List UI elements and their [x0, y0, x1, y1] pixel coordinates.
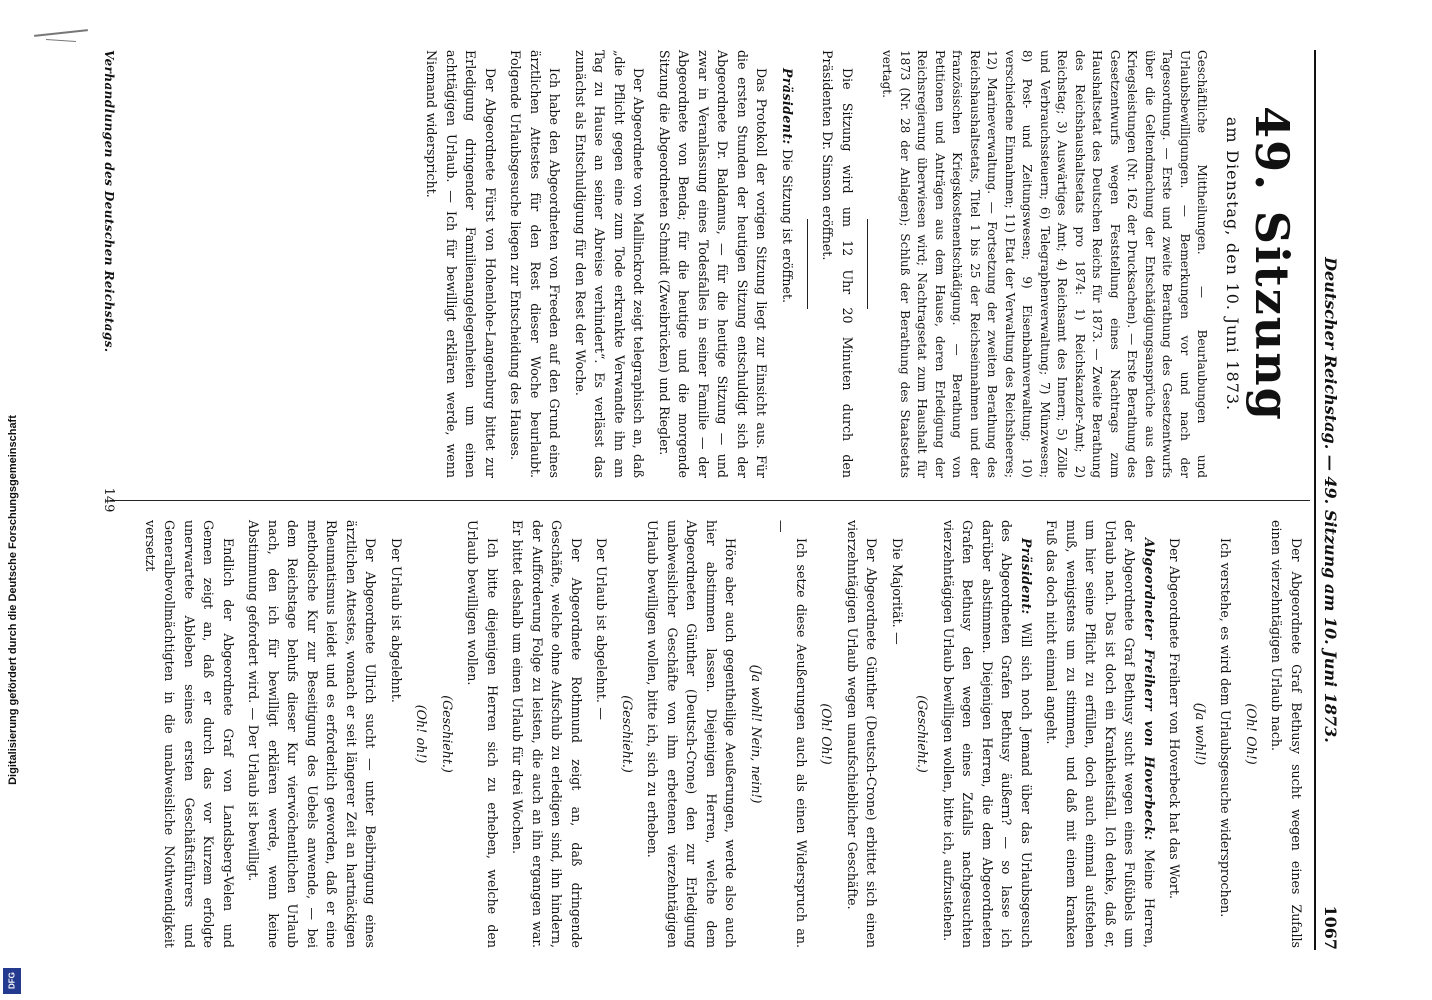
- running-header: [1314, 50, 1340, 950]
- sheet-number: 149: [101, 487, 116, 513]
- session-title: 49. Sitzung: [1245, 106, 1299, 422]
- paragraph: Ich bitte diejenigen Herren sich zu erheben, welche den Urlaub bewilligen wollen.: [465, 520, 500, 948]
- paragraph: Die Majorität. —: [890, 538, 905, 645]
- paragraph-text: Die Sitzung ist eröffnet.: [780, 149, 795, 304]
- paragraph: Der Abgeordnete Rothmund zeigt an, daß dringende Geschäfte, welche ohne Aufschub zu erledigen sind, ihn hindern, der Aufforderung Folge zu leisten, die auch an ihn ergangen war. Er bittet deshalb um einen Urlaub für drei Wochen.: [510, 520, 584, 948]
- speaker-label: Präsident:: [780, 68, 795, 145]
- section-rule: [807, 219, 808, 309]
- opening-line: Die Sitzung wird um 12 Uhr 20 Minuten durch den Präsidenten Dr. Simson eröffnet.: [820, 50, 855, 478]
- paragraph: Der Abgeordnete Fürst von Hohenlohe-Langenburg bittet zur Erledigung dringender Familienangelegenheiten um einen achttägigen Urlaub. — Ich für bewilligt erklären werde, wenn Niemand widerspricht.: [424, 50, 498, 478]
- page-number: 1067: [1321, 905, 1340, 950]
- stage-direction: (Oh! Oh!): [1244, 703, 1259, 765]
- stage-direction: (Ja wohl! Nein, nein!): [749, 664, 764, 804]
- session-date: am Dienstag, den 10. Juni 1873.: [1223, 116, 1242, 412]
- dfg-logo: DFG: [3, 968, 21, 994]
- paragraph: Der Abgeordnete von Mallinckrodt zeigt telegraphisch an, daß „die Pflicht gegen eine zum Tode erkrankte Verwandte ihn am Tag zu Hause an seiner Abreise verhindert“. Es verlässt das zunächst als Entschuldigung für den Rest der Woche.: [573, 50, 647, 478]
- speaker-label: Abgeordneter Freiherr von Hoverbeck:: [1142, 538, 1157, 841]
- paragraph: Der Urlaub ist abgelehnt.: [389, 538, 404, 703]
- paragraph: Ich verstehe, es wird dem Urlaubsgesuche widersprochen.: [1218, 538, 1234, 918]
- paragraph: Höre aber auch gegentheilige Aeußerungen, werde also auch hier abstimmen lassen. Diejenigen Herren, welche dem Abgeordneten Günther (Deutsch-Crone) den zur Erledigung unabweislicher Geschäfte von ihm erbetenen vierzehntägigen Urlaub bewilligen wollen, bitte ich, sich zu erheben.: [645, 520, 739, 948]
- paragraph: Der Urlaub ist abgelehnt. —: [594, 538, 610, 720]
- rotated-document-page: [66, 20, 1366, 980]
- column-divider: [110, 500, 1310, 501]
- agenda-summary: Geschäftliche Mittheilungen. — Beurlaubungen und Urlaubsbewilligungen. — Bemerkungen vor und nach der Tagesordnung. — Erste und zweite Berathung des Gesetzentwurfs über die Geltendmachung der Entschädigungsansprüche aus den Kriegsleistungen (Nr. 162 der Drucksachen). — Erste Berathung des Gesetzentwurfs wegen Feststellung eines Nachtrags zum Haushaltsetat des Deutschen Reichs für 1873. — Zweite Berathung des Reichshaushaltsetats pro 1874: 1) Reichskanzler-Amt; 2) Reichstag; 3) Auswärtiges Amt; 4) Reichsamt des Innern; 5) Zölle und Verbrauchssteuern; 6) Telegraphenverwaltung; 7) Münzwesen; 8) Post- und Zeitungswesen; 9) Eisenbahnverwaltung; 10) verschiedene Einnahmen; 11) Etat der Verwaltung des Reichsheeres; 12) Marineverwaltung. — Fortsetzung der zweiten Berathung des Reichshaushaltsetats, Titel 1 bis 25 der Reichseinnahmen und der französischen Kriegskostenentschädigung. — Berathung von Petitionen und Anträgen aus dem Hause, deren Erledigung der Reichsregierung überwiesen wird; Nachtragsetat zum Haushalt für 1873 (Nr. 28 der Anlagen); Schluß der Berathung des Staatsetats vertagt.: [880, 50, 1210, 478]
- section-rule: [867, 219, 868, 309]
- digitization-credit: Digitalisierung gefördert durch die Deutsche Forschungsgemeinschaft: [7, 415, 19, 785]
- left-column: [416, 50, 1306, 478]
- stage-direction: (Geschieht.): [440, 695, 455, 773]
- digitization-stamp: [0, 0, 26, 1000]
- paragraph-text: Will sich noch Jemand über das Urlaubsgesuch des Abgeordneten Grafen Bethusy äußern? — so lasse ich darüber abstimmen. Diejenigen Herren, die dem Abgeordneten Grafen Bethusy den wegen eines Zufalls nachgesuchten vierzehntägigen Urlaub bewilligen wollen, bitte ich, aufzustehen.: [941, 520, 1034, 948]
- paragraph: Endlich der Abgeordnete Graf von Landsberg-Velen und Gemen zeigt an, daß er durch das vor Kurzem erfolgte unerwartete Ableben seines ersten Geschäftsführers und Generalbevollmächtigten in die unabweisliche Nothwendigkeit versetzt: [143, 520, 236, 948]
- running-title: Deutscher Reichstag. — 49. Sitzung am 10. Juni 1873.: [1321, 257, 1340, 743]
- paragraph: [1042, 520, 1159, 948]
- paragraph: Ich setze diese Aeußerungen auch als einen Widerspruch an. —: [774, 520, 809, 948]
- paragraph: Der Abgeordnete Freiherr von Hoverbeck hat das Wort.: [1167, 538, 1183, 899]
- stage-direction: (Oh! Oh!): [819, 703, 835, 765]
- speaker-label: Präsident:: [1019, 538, 1034, 615]
- stage-direction: (Oh! oh!): [414, 704, 430, 764]
- paragraph: Der Abgeordnete Ulrich sucht — unter Beibringung eines ärztlichen Attestes, wonach er seit längerer Zeit an hartnäckigen Rheumatismus leidet und es erforderlich geworden, daß er eine methodische Kur zur Beseitigung des Uebels anwende, — bei dem Reichstage behufs dieser Kur vierwöchentlichen Urlaub nach, den ich für bewilligt erklären werde, wenn keine Abstimmung gefordert wird. — Der Urlaub ist bewilligt.: [246, 520, 379, 948]
- paragraph: Das Protokoll der vorigen Sitzung liegt zur Einsicht aus. Für die ersten Stunden der heutigen Sitzung entschuldigt sich der Abgeordnete Dr. Baldamus, — für die heutige Sitzung — und zwar in Veranlassung eines Todesfalles in seiner Familie — der Abgeordnete von Benda; für die heutige und die morgende Sitzung die Abgeordneten Schmidt (Zweibrücken) und Riegler.: [657, 50, 770, 478]
- paragraph: Der Abgeordnete Günther (Deutsch-Crone) erbittet sich einen vierzehntägigen Urlaub wegen unaufschieblicher Geschäfte.: [845, 520, 880, 948]
- paragraph-text: Meine Herren, der Abgeordnete Graf Bethusy sucht wegen eines Fußübels um Urlaub nach. Das ist doch ein Krankheitsfall. Ich denke, daß er, um hier seine Pflicht zu erfüllen, doch auch einmal aufstehen muß, wenigstens um zu stimmen, und daß mit einem kranken Fuß das doch nicht einmal angeht.: [1044, 520, 1157, 948]
- left-footer: Verhandlungen des Deutschen Reichstags.: [102, 50, 116, 353]
- paragraph: [778, 50, 798, 478]
- right-column: [135, 520, 1307, 948]
- paragraph: Ich habe den Abgeordneten von Freeden auf den Grund eines ärztlichen Attestes für den Rest dieser Woche beurlaubt. Folgende Urlaubsgesuche liegen zur Entscheidung des Hauses.: [508, 50, 563, 478]
- stage-direction: (Geschieht.): [915, 695, 931, 773]
- paragraph: [939, 520, 1037, 948]
- stage-direction: (Geschieht.): [620, 695, 635, 773]
- paragraph: Der Abgeordnete Graf Bethusy sucht wegen eines Zufalls einen vierzehntägigen Urlaub nach.: [1269, 520, 1304, 948]
- stage-direction: (Ja wohl!): [1193, 702, 1208, 766]
